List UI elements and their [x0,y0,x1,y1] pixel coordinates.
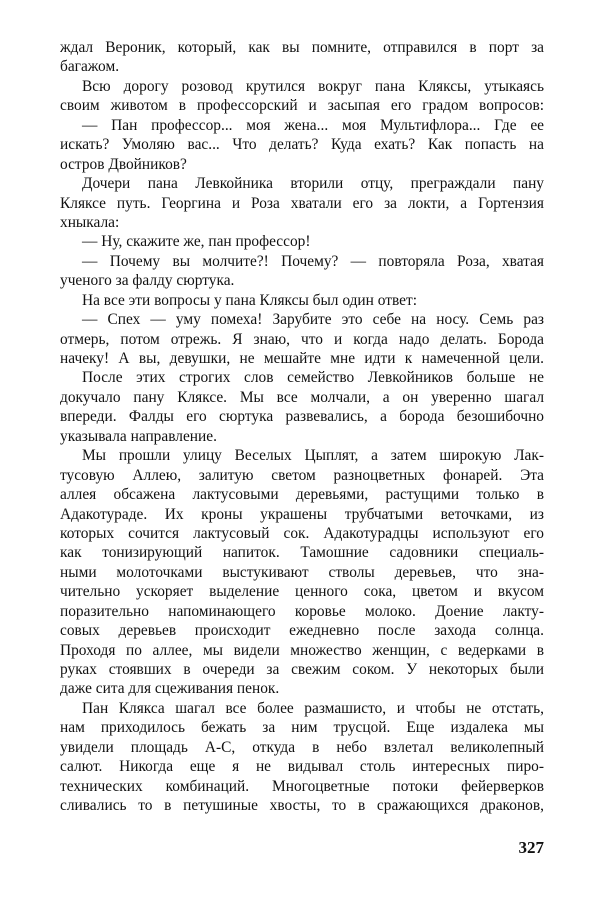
text-line: совых деревьев происходит ежедневно после захода солнца. [60,622,544,640]
text-line: указывала направление. [60,427,217,445]
text-line: Пан Клякса шагал все более размашисто, и чтобы не отстать, [82,699,544,717]
text-line: докучало пану Кляксе. Мы все молчали, а он уверенно шагал [60,388,544,406]
page-number: 327 [518,838,544,857]
text-line: багажом. [60,58,120,76]
text-line: отмерь, потом отрежь. Я знаю, что и когда надо делать. Борода [60,330,544,348]
text-line: чительно ускоряет выделение ценного сока, цветом и вкусом [60,583,544,601]
text-line: своим животом в профессорский и засыпая его градом вопросов: [60,97,544,115]
text-line: Всю дорогу розовод крутился вокруг пана Кляксы, утыкаясь [82,77,544,95]
text-line: руках стоявших в очереди за свежим соком. У некоторых были [60,661,544,678]
text-line: которых сочится лактусовый сок. Адакотурадцы используют его [60,524,544,542]
text-line: начеку! А вы, девушки, не мешайте мне идти к намеченной цели. [60,350,544,367]
text-line: Проходя по аллее, мы видели множество женщин, с ведерками в [60,641,544,659]
text-line: — Пан профессор... моя жена... моя Мультифлора... Где ее [82,116,544,134]
text-line: сливались то в петушиные хвосты, то в сражающихся драконов, [60,797,544,815]
text-line: салют. Никогда еще я не видывал столь интересных пиро- [60,758,544,776]
text-line: ными молоточками выстукивают стволы деревьев, что зна- [60,563,544,581]
text-line: Мы прошли улицу Веселых Цыплят, а затем широкую Лак- [82,447,544,465]
text-line: хныкала: [60,213,120,231]
text-line: Кляксе путь. Георгина и Роза хватали его за локти, а Гортензия [60,194,544,212]
text-line: ждал Вероник, который, как вы помните, отправился в порт за [60,39,544,56]
text-line: Адакотураде. Их кроны украшены трубчатыми веточками, из [60,505,544,523]
text-line: ученого за фалду сюртука. [60,272,235,290]
text-line: как тонизирующий напиток. Тамошние садовники специаль- [60,544,544,562]
text-line: даже сита для сцеживания пенок. [60,680,280,698]
text-line: На все эти вопросы у пана Кляксы был один ответ: [82,291,417,309]
text-line: поразительно напоминающего коровье молоко. Доение лакту- [60,602,544,620]
text-line: — Почему вы молчите?! Почему? — повторяла Роза, хватая [82,252,544,270]
text-line: технических комбинаций. Многоцветные потоки фейерверков [60,777,544,795]
text-line: тусовую Аллею, залитую светом разноцветных фонарей. Эта [60,466,544,484]
text-line: впереди. Фалды его сюртука развевались, а борода безошибочно [60,408,544,426]
text-line: увидели площадь А-С, откуда в небо взлетал великолепный [60,738,544,756]
text-line: нам приходилось бежать за ним трусцой. Еще издалека мы [60,719,544,737]
text-line: — Спех — уму помеха! Зарубите это себе на носу. Семь раз [82,311,544,329]
page-body [60,38,544,868]
text-line: — Ну, скажите же, пан профессор! [82,233,311,251]
text-line: Дочери пана Левкойника вторили отцу, преграждали пану [82,175,544,193]
text-line: После этих строгих слов семейство Левкойников больше не [82,369,544,387]
text-line: аллея обсажена лактусовыми деревьями, растущими только в [60,486,544,504]
text-line: остров Двойников? [60,155,187,173]
text-line: искать? Умоляю вас... Что делать? Куда ехать? Как попасть на [60,136,544,154]
